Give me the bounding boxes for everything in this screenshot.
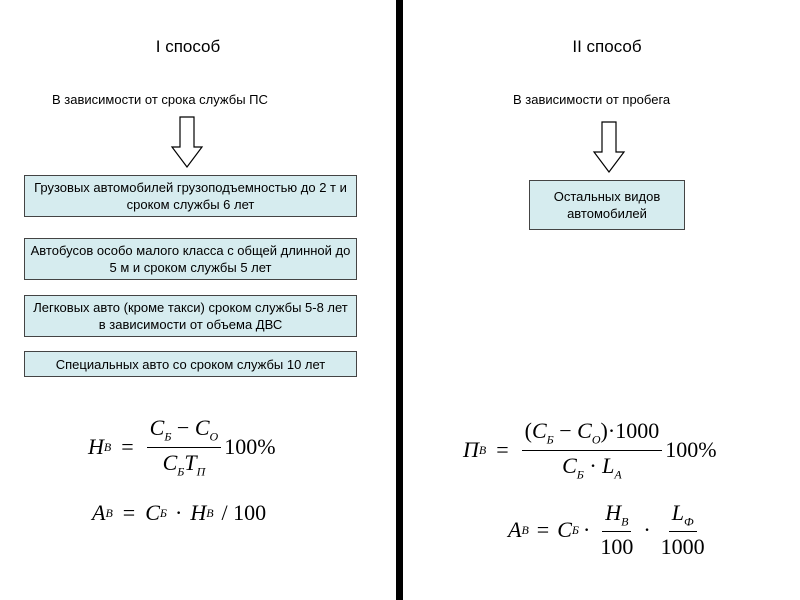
box-buses: Автобусов особо малого класса с общей длинной до 5 м и сроком службы 5 лет <box>24 238 357 280</box>
right-subheading: В зависимости от пробега <box>513 92 671 107</box>
box-special: Специальных авто со сроком службы 10 лет <box>24 351 357 377</box>
left-heading: I способ <box>155 37 221 56</box>
box-trucks: Грузовых автомобилей грузоподъемностью до 2 т и сроком службы 6 лет <box>24 175 357 217</box>
right-heading: II способ <box>572 37 642 56</box>
right-down-arrow-icon <box>592 120 626 174</box>
box-cars: Легковых авто (кроме такси) сроком службы 5-8 лет в зависимости от объема ДВС <box>24 295 357 337</box>
box-other-vehicles: Остальных видов автомобилей <box>529 180 685 230</box>
left-formula-depreciation-rate: H В = $\frac{C_Б - C_О}{C_БT_П}$ 100% <box>88 415 276 478</box>
left-down-arrow-icon <box>170 115 204 169</box>
right-formula-depreciation-amount: A В = C Б · $\frac{H_В}{100}$ · $\frac{L_Ф}{1000}$ <box>508 499 705 560</box>
left-formula-depreciation-amount: A В = C Б · H В / 100 <box>92 500 267 525</box>
left-subheading: В зависимости от срока службы ПС <box>52 92 268 107</box>
right-formula-depreciation-rate: П В = $\frac{(C_Б - C_О)\cdot 1000}{C_Б \cdot L_А}$ 100% <box>463 418 717 481</box>
column-divider <box>396 0 403 600</box>
